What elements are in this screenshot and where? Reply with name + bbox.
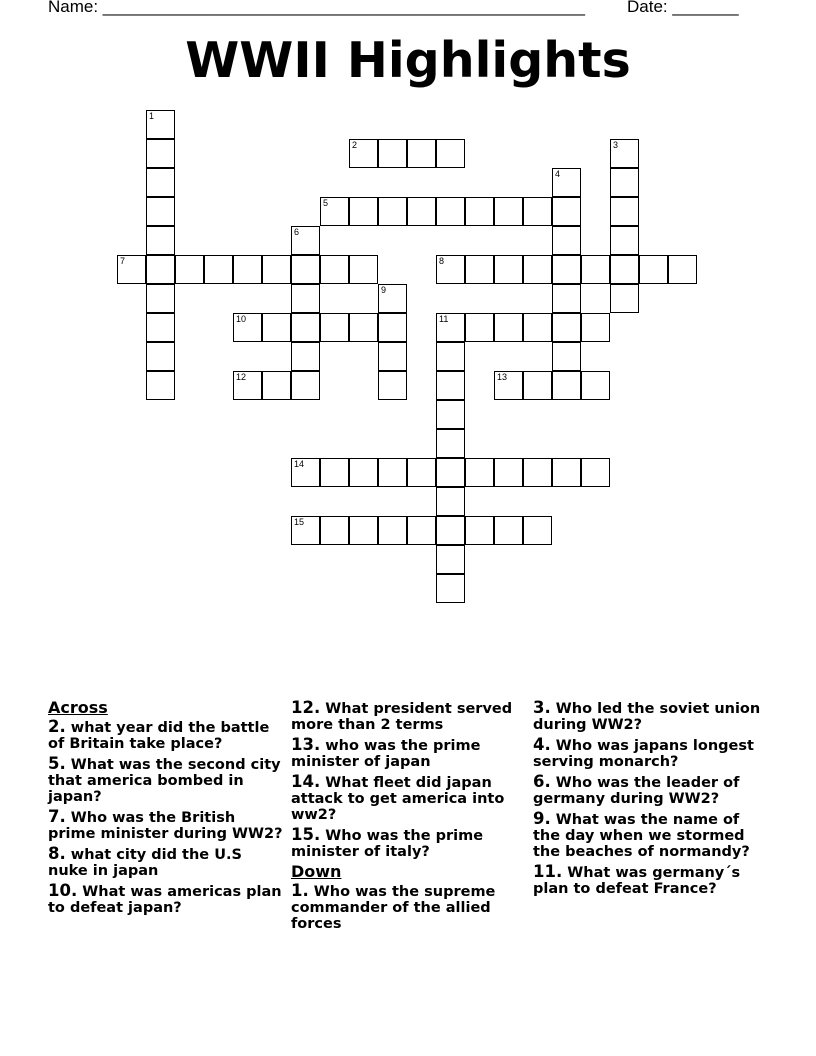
clue-item: [533, 864, 771, 897]
clue-text: Who was the British prime minister during WW2?: [48, 810, 283, 842]
grid-cell[interactable]: [320, 313, 349, 342]
grid-cell[interactable]: [581, 313, 610, 342]
clue-item: [291, 883, 529, 932]
clue-number: 10.: [48, 881, 78, 900]
grid-cell[interactable]: [552, 342, 581, 371]
grid-cell[interactable]: [494, 458, 523, 487]
grid-cell[interactable]: [668, 255, 697, 284]
grid-cell[interactable]: [552, 313, 581, 342]
grid-cell[interactable]: [494, 516, 523, 545]
clue-number: 3.: [533, 698, 551, 717]
grid-cell[interactable]: [146, 284, 175, 313]
clue-text: What was the second city that america bombed in japan?: [48, 757, 281, 805]
clue-text: What president served more than 2 terms: [291, 701, 513, 733]
clue-item: [48, 809, 286, 842]
grid-cell[interactable]: [436, 458, 465, 487]
grid-cell[interactable]: [610, 284, 639, 313]
grid-cell[interactable]: [262, 255, 291, 284]
grid-cell[interactable]: [552, 371, 581, 400]
grid-cell[interactable]: [436, 342, 465, 371]
date-field-label: Date: _______: [627, 0, 739, 16]
grid-cell[interactable]: [262, 313, 291, 342]
cell-number: 11: [439, 314, 449, 324]
clue-number: 8.: [48, 844, 66, 863]
cell-number: 13: [497, 372, 508, 382]
grid-cell[interactable]: [233, 313, 262, 342]
grid-cell[interactable]: [378, 516, 407, 545]
grid-cell[interactable]: [291, 458, 320, 487]
grid-cell[interactable]: [523, 197, 552, 226]
clue-number: 11.: [533, 862, 563, 881]
grid-cell[interactable]: [436, 487, 465, 516]
grid-cell[interactable]: [146, 342, 175, 371]
clues-column-2: [291, 700, 529, 936]
cell-number: 12: [236, 372, 247, 382]
grid-cell[interactable]: [378, 371, 407, 400]
grid-cell[interactable]: [436, 545, 465, 574]
down-heading: Down: [291, 862, 342, 881]
clue-text: What fleet did japan attack to get america into ww2?: [291, 775, 505, 823]
clues-column-1: [48, 700, 286, 920]
clue-text: What was the name of the day when we stormed the beaches of normandy?: [533, 812, 750, 860]
grid-cell[interactable]: [436, 197, 465, 226]
clue-item: [291, 737, 529, 770]
cell-number: 8: [439, 256, 445, 266]
grid-cell[interactable]: [378, 313, 407, 342]
grid-cell[interactable]: [407, 139, 436, 168]
clue-number: 2.: [48, 717, 66, 736]
grid-cell[interactable]: [146, 110, 175, 139]
grid-cell[interactable]: [436, 313, 465, 342]
grid-cell[interactable]: [407, 197, 436, 226]
clue-item: [533, 774, 771, 807]
grid-cell[interactable]: [610, 226, 639, 255]
cell-number: 2: [352, 140, 358, 150]
clue-number: 1.: [291, 881, 309, 900]
grid-cell[interactable]: [581, 458, 610, 487]
grid-cell[interactable]: [378, 197, 407, 226]
grid-cell[interactable]: [175, 255, 204, 284]
grid-cell[interactable]: [610, 197, 639, 226]
grid-cell[interactable]: [494, 197, 523, 226]
page-title: WWII Highlights: [185, 32, 631, 89]
grid-cell[interactable]: [494, 255, 523, 284]
grid-cell[interactable]: [291, 516, 320, 545]
clues-column-3: [533, 700, 771, 901]
grid-cell[interactable]: [349, 458, 378, 487]
grid-cell[interactable]: [262, 371, 291, 400]
grid-cell[interactable]: [291, 255, 320, 284]
clue-item: [48, 846, 286, 879]
clue-text: what city did the U.S nuke in japan: [48, 847, 242, 879]
grid-cell[interactable]: [639, 255, 668, 284]
grid-cell[interactable]: [117, 255, 146, 284]
grid-cell[interactable]: [581, 255, 610, 284]
grid-cell[interactable]: [378, 139, 407, 168]
grid-cell[interactable]: [436, 255, 465, 284]
cell-number: 7: [120, 256, 126, 266]
grid-cell[interactable]: [291, 342, 320, 371]
grid-cell[interactable]: [610, 168, 639, 197]
grid-cell[interactable]: [349, 197, 378, 226]
clue-item: [533, 700, 771, 733]
clue-text: Who was the leader of germany during WW2?: [533, 775, 740, 807]
grid-cell[interactable]: [378, 458, 407, 487]
grid-cell[interactable]: [436, 574, 465, 603]
grid-cell[interactable]: [204, 255, 233, 284]
clue-item: [291, 827, 529, 860]
grid-cell[interactable]: [552, 226, 581, 255]
clue-text: What was germany´s plan to defeat France?: [533, 865, 741, 897]
clue-item: [291, 774, 529, 823]
clue-number: 4.: [533, 735, 551, 754]
grid-cell[interactable]: [146, 313, 175, 342]
grid-cell[interactable]: [146, 168, 175, 197]
cell-number: 6: [294, 227, 300, 237]
clue-number: 14.: [291, 772, 321, 791]
clue-number: 7.: [48, 807, 66, 826]
clue-text: Who was the supreme commander of the allied forces: [291, 884, 496, 932]
grid-cell[interactable]: [436, 429, 465, 458]
grid-cell[interactable]: [552, 458, 581, 487]
grid-cell[interactable]: [146, 255, 175, 284]
grid-cell[interactable]: [465, 458, 494, 487]
grid-cell[interactable]: [523, 313, 552, 342]
grid-cell[interactable]: [233, 255, 262, 284]
grid-cell[interactable]: [436, 139, 465, 168]
grid-cell[interactable]: [552, 168, 581, 197]
grid-cell[interactable]: [291, 371, 320, 400]
cell-number: 5: [323, 198, 329, 208]
grid-cell[interactable]: [349, 139, 378, 168]
cell-number: 1: [149, 111, 155, 121]
grid-cell[interactable]: [552, 284, 581, 313]
grid-cell[interactable]: [320, 197, 349, 226]
clue-number: 13.: [291, 735, 321, 754]
grid-cell[interactable]: [233, 371, 262, 400]
clue-item: [48, 756, 286, 805]
clue-number: 12.: [291, 698, 321, 717]
grid-cell[interactable]: [407, 458, 436, 487]
grid-cell[interactable]: [146, 371, 175, 400]
cell-number: 3: [613, 140, 619, 150]
clue-text: Who led the soviet union during WW2?: [533, 701, 761, 733]
grid-cell[interactable]: [320, 458, 349, 487]
cell-number: 15: [294, 517, 305, 527]
grid-cell[interactable]: [146, 226, 175, 255]
grid-cell[interactable]: [523, 255, 552, 284]
grid-cell[interactable]: [436, 516, 465, 545]
grid-cell[interactable]: [349, 313, 378, 342]
grid-cell[interactable]: [610, 139, 639, 168]
grid-cell[interactable]: [291, 284, 320, 313]
grid-cell[interactable]: [523, 458, 552, 487]
grid-cell[interactable]: [552, 255, 581, 284]
grid-cell[interactable]: [349, 255, 378, 284]
across-heading: Across: [48, 698, 108, 717]
grid-cell[interactable]: [378, 284, 407, 313]
grid-cell[interactable]: [552, 197, 581, 226]
clue-item: [533, 737, 771, 770]
grid-cell[interactable]: [465, 516, 494, 545]
clue-item: [533, 811, 771, 860]
clue-item: [48, 883, 286, 916]
grid-cell[interactable]: [523, 516, 552, 545]
clue-text: Who was the prime minister of italy?: [291, 828, 484, 860]
grid-cell[interactable]: [494, 313, 523, 342]
clue-text: What was americas plan to defeat japan?: [48, 884, 282, 916]
grid-cell[interactable]: [291, 226, 320, 255]
grid-cell[interactable]: [378, 342, 407, 371]
grid-cell[interactable]: [349, 516, 378, 545]
grid-cell[interactable]: [465, 255, 494, 284]
grid-cell[interactable]: [146, 197, 175, 226]
grid-cell[interactable]: [320, 516, 349, 545]
grid-cell[interactable]: [465, 197, 494, 226]
cell-number: 9: [381, 285, 387, 295]
clue-text: Who was japans longest serving monarch?: [533, 738, 754, 770]
grid-cell[interactable]: [523, 371, 552, 400]
clue-text: who was the prime minister of japan: [291, 738, 481, 770]
clue-number: 6.: [533, 772, 551, 791]
grid-cell[interactable]: [494, 371, 523, 400]
grid-cell[interactable]: [320, 255, 349, 284]
clue-item: [48, 719, 286, 752]
clue-item: [291, 700, 529, 733]
clue-text: what year did the battle of Britain take place?: [48, 720, 270, 752]
grid-cell[interactable]: [436, 400, 465, 429]
grid-cell[interactable]: [146, 139, 175, 168]
grid-cell[interactable]: [407, 516, 436, 545]
clue-number: 15.: [291, 825, 321, 844]
grid-cell[interactable]: [610, 255, 639, 284]
name-field-label: Name: ___________________________________________________: [48, 0, 585, 16]
grid-cell[interactable]: [436, 371, 465, 400]
grid-cell[interactable]: [291, 313, 320, 342]
grid-cell[interactable]: [465, 313, 494, 342]
cell-number: 10: [236, 314, 247, 324]
grid-cell[interactable]: [581, 371, 610, 400]
cell-number: 14: [294, 459, 305, 469]
clue-number: 9.: [533, 809, 551, 828]
clue-number: 5.: [48, 754, 66, 773]
cell-number: 4: [555, 169, 561, 179]
